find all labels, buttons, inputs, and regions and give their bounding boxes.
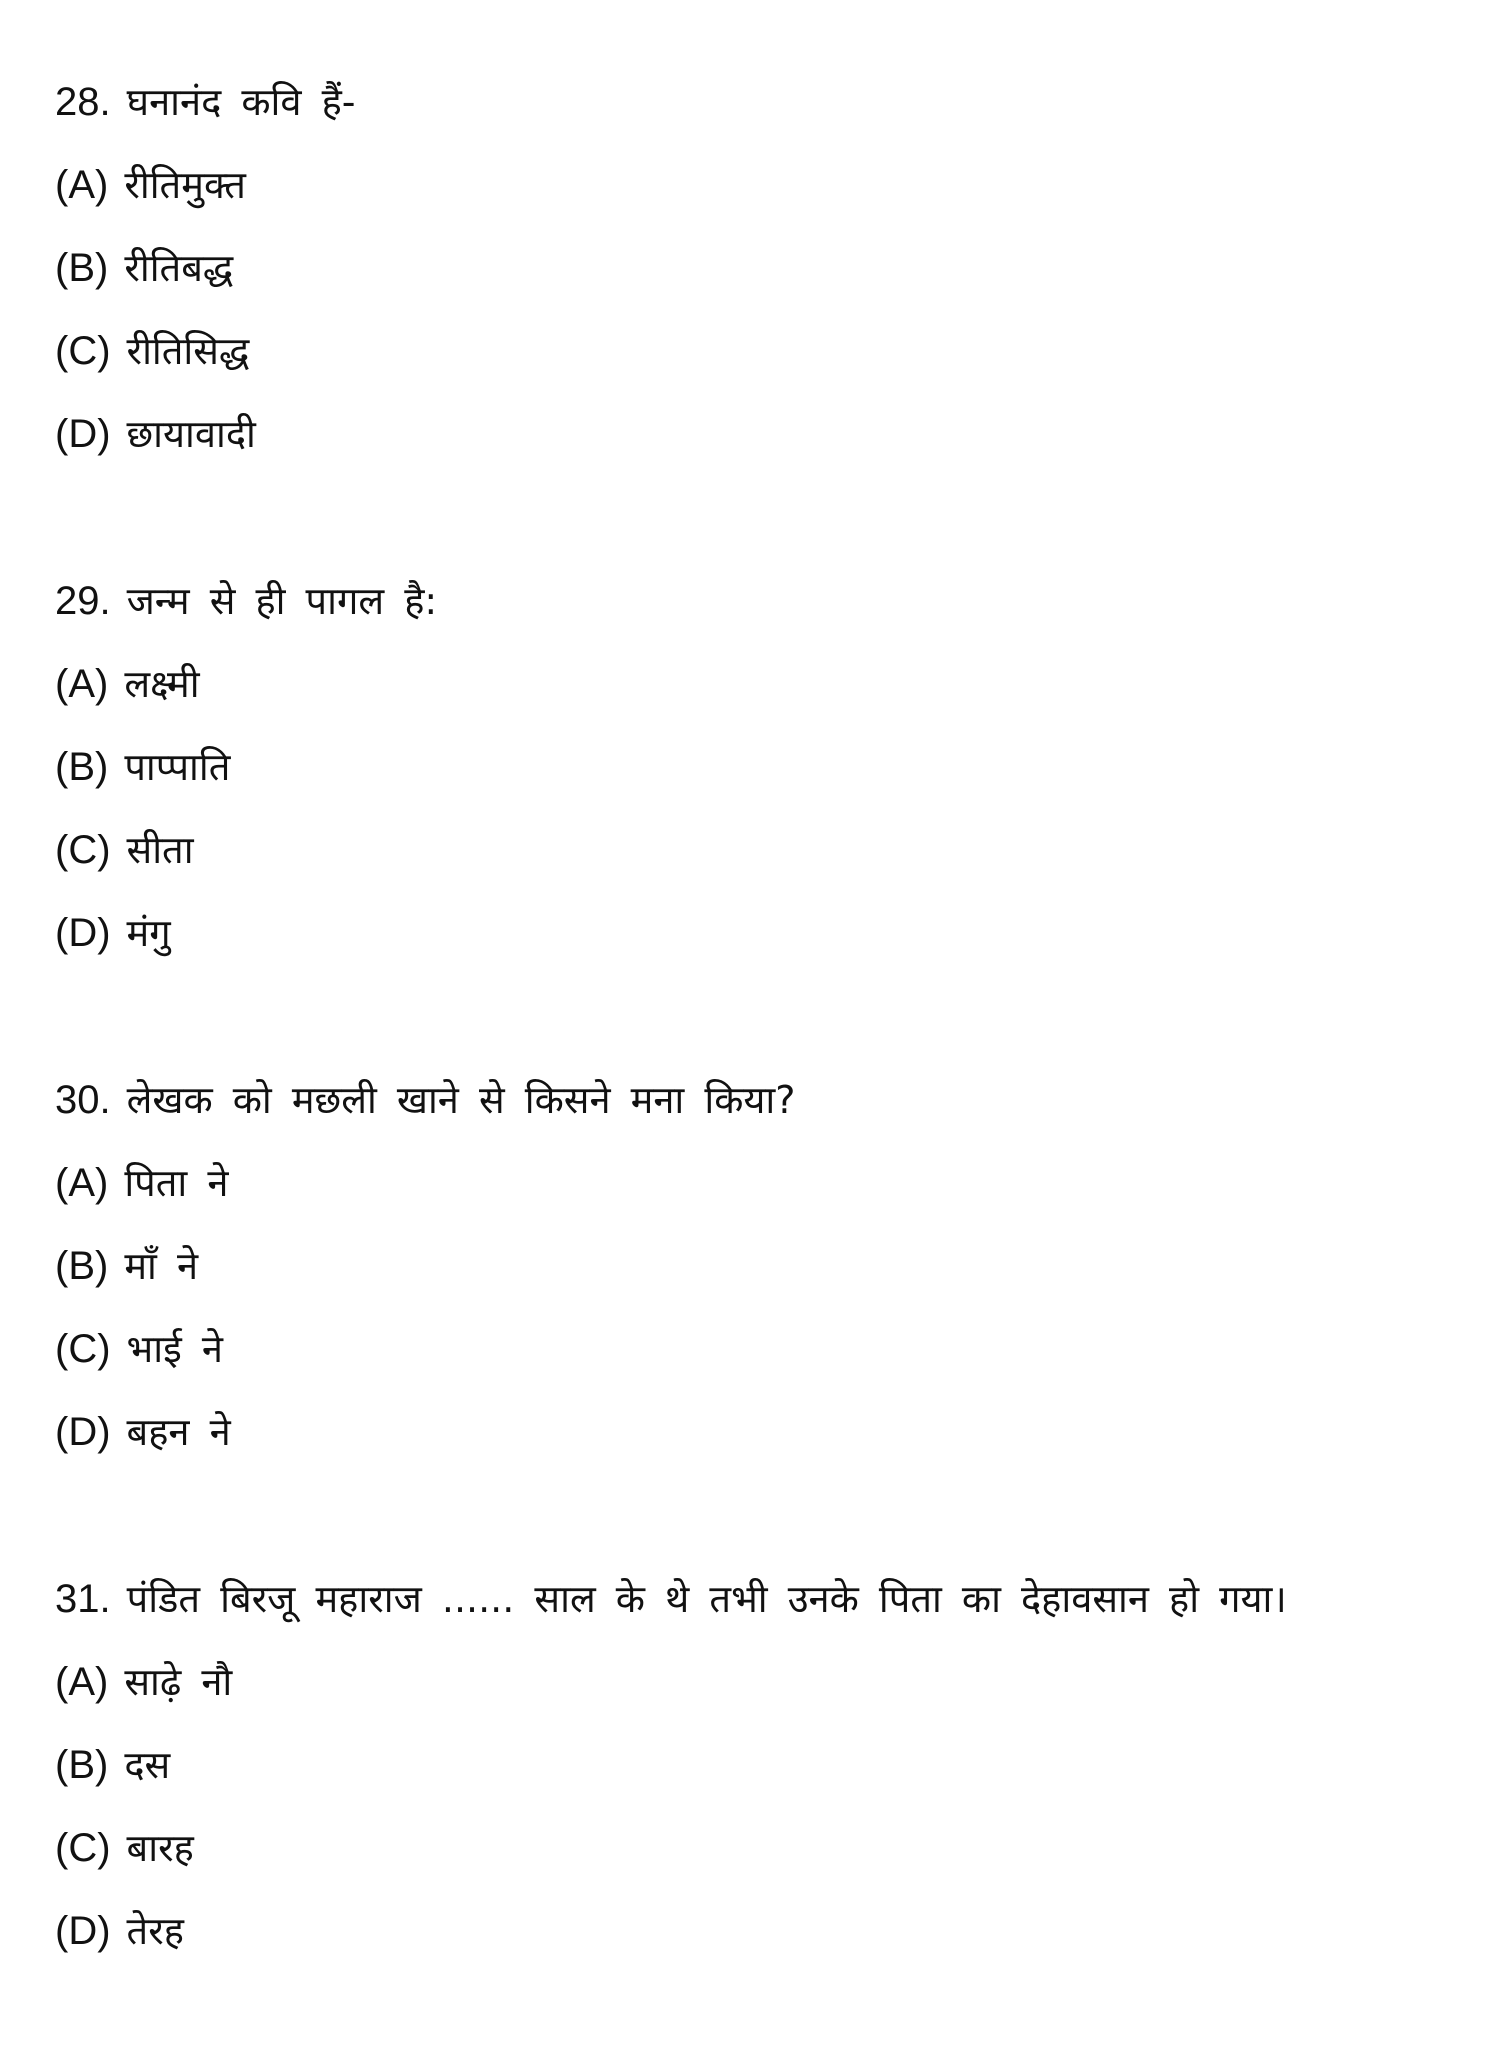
option-text: रीतिबद्ध	[124, 246, 234, 290]
question-stem	[55, 72, 1465, 155]
option-text: रीतिसिद्ध	[126, 329, 250, 373]
question-stem	[55, 1569, 1465, 1652]
option-d	[55, 903, 1465, 986]
option-a	[55, 1652, 1465, 1735]
option-label: (D)	[55, 1410, 111, 1454]
question-number: 31.	[55, 1577, 111, 1621]
option-text: माँ ने	[124, 1244, 199, 1288]
option-text: लक्ष्मी	[124, 662, 200, 706]
option-b	[55, 238, 1465, 321]
option-label: (C)	[55, 828, 111, 872]
option-label: (D)	[55, 1909, 111, 1953]
option-label: (B)	[55, 1743, 109, 1787]
option-label: (B)	[55, 1244, 109, 1288]
option-a	[55, 1153, 1465, 1236]
option-d	[55, 1901, 1465, 1984]
option-label: (D)	[55, 911, 111, 955]
question-text: पंडित बिरजू महाराज ...... साल के थे तभी उनके पिता का देहावसान हो गया।	[126, 1577, 1287, 1621]
question-number: 29.	[55, 579, 111, 623]
option-text: छायावादी	[126, 412, 256, 456]
question-31	[55, 1569, 1465, 1984]
option-a	[55, 654, 1465, 737]
question-stem	[55, 571, 1465, 654]
option-text: पाप्पाति	[124, 745, 231, 789]
option-label: (B)	[55, 745, 109, 789]
option-label: (C)	[55, 1327, 111, 1371]
option-text: पिता ने	[124, 1161, 229, 1205]
option-text: रीतिमुक्त	[124, 163, 246, 207]
option-b	[55, 1236, 1465, 1319]
question-29	[55, 571, 1465, 986]
option-c	[55, 1319, 1465, 1402]
question-30	[55, 1070, 1465, 1485]
option-label: (A)	[55, 1161, 109, 1205]
question-28	[55, 72, 1465, 487]
option-label: (C)	[55, 1826, 111, 1870]
option-label: (B)	[55, 246, 109, 290]
option-a	[55, 155, 1465, 238]
option-b	[55, 1735, 1465, 1818]
option-text: मंगु	[126, 911, 171, 955]
option-text: सीता	[126, 828, 194, 872]
option-label: (A)	[55, 1660, 109, 1704]
option-text: भाई ने	[126, 1327, 223, 1371]
option-text: साढ़े नौ	[124, 1660, 233, 1704]
option-c	[55, 321, 1465, 404]
option-d	[55, 1402, 1465, 1485]
option-text: बहन ने	[126, 1410, 231, 1454]
question-text: घनानंद कवि हैं-	[126, 80, 356, 124]
question-sheet	[55, 72, 1465, 2068]
option-b	[55, 737, 1465, 820]
option-label: (A)	[55, 662, 109, 706]
option-text: बारह	[126, 1826, 194, 1870]
option-d	[55, 404, 1465, 487]
question-text: लेखक को मछली खाने से किसने मना किया?	[126, 1078, 796, 1122]
question-text: जन्म से ही पागल है:	[126, 579, 438, 623]
option-c	[55, 820, 1465, 903]
option-label: (C)	[55, 329, 111, 373]
option-label: (D)	[55, 412, 111, 456]
option-text: दस	[124, 1743, 171, 1787]
option-text: तेरह	[126, 1909, 184, 1953]
question-number: 30.	[55, 1078, 111, 1122]
option-c	[55, 1818, 1465, 1901]
question-number: 28.	[55, 80, 111, 124]
option-label: (A)	[55, 163, 109, 207]
question-stem	[55, 1070, 1465, 1153]
